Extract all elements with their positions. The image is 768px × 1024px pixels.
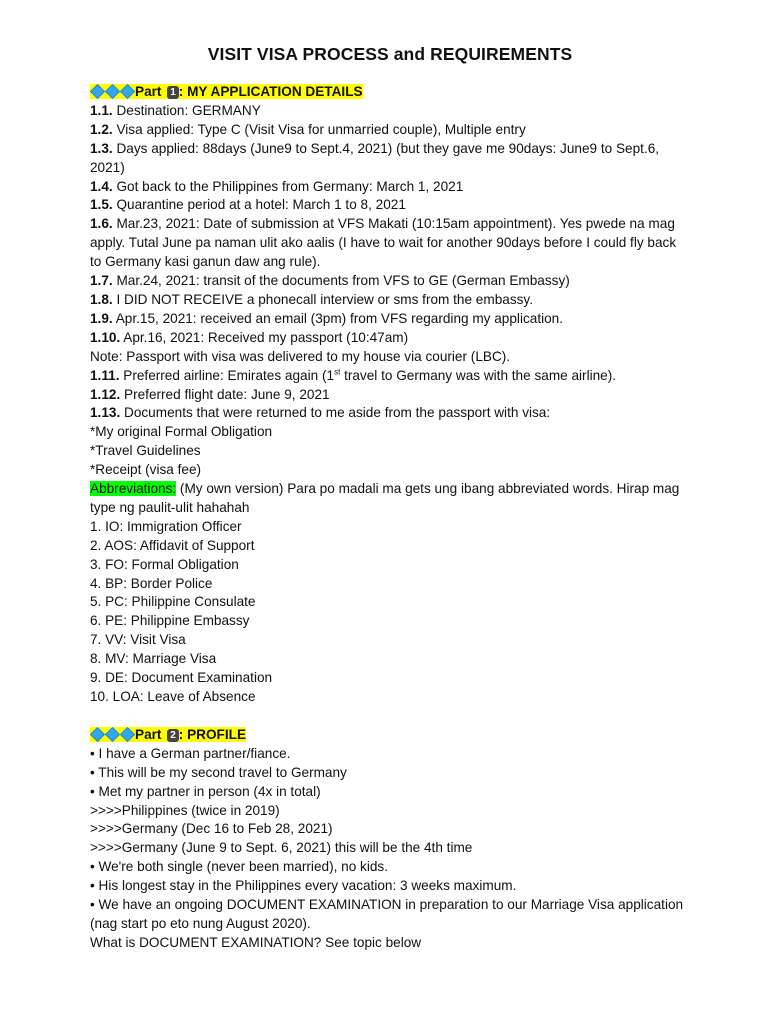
item-1-6 [90,215,690,272]
part2-heading [90,727,246,742]
profile-line: • This will be my second travel to Germany [90,764,347,780]
abbreviations-intro [90,480,690,518]
item-1-11 [90,367,690,386]
abbreviation-item: 9. DE: Document Examination [90,670,273,686]
abbreviation-item: 8. MV: Marriage Visa [90,651,217,667]
item-number: 1.4. [90,178,113,194]
profile-line: • His longest stay in the Philippines every vacation: 3 weeks maximum. [90,878,517,894]
item-number: 1.3. [90,140,113,156]
item-text: Preferred flight date: June 9, 2021 [120,386,330,402]
item-text: Apr.15, 2021: received an email (3pm) from VFS regarding my application. [112,310,564,326]
item-number: 1.7. [90,273,113,289]
part2-prefix: Part [135,726,166,742]
profile-line: >>>>Germany (Dec 16 to Feb 28, 2021) [90,821,333,837]
item-number: 1.6. [90,216,113,232]
keycap-one-icon: 1 [167,86,179,99]
part1-prefix: Part [135,84,166,99]
item-1-3 [90,140,690,178]
item-number: 1.8. [90,291,113,307]
item-text: Documents that were returned to me aside from the passport with visa: [120,405,551,421]
part2-heading-text: : PROFILE [178,726,247,742]
abbreviation-item: 3. FO: Formal Obligation [90,556,239,572]
item-1-5 [90,196,690,215]
diamond-icon [90,84,105,99]
abbreviation-item: 7. VV: Visit Visa [90,632,186,648]
diamond-icon [90,727,105,742]
item-1-10 [90,329,690,348]
item-number: 1.5. [90,197,113,213]
item-number: 1.1. [90,102,113,118]
profile-line: • We're both single (never been married), no kids. [90,859,389,875]
returned-doc: *Receipt (visa fee) [90,462,202,478]
item-text: Apr.16, 2021: Received my passport (10:47am) [120,329,409,345]
profile-line: >>>>Philippines (twice in 2019) [90,802,280,818]
document-title: VISIT VISA PROCESS and REQUIREMENTS [207,44,573,64]
diamond-icon [120,727,135,742]
part1-heading [90,84,363,99]
item-1-12 [90,386,690,405]
item-text: Mar.24, 2021: transit of the documents from VFS to GE (German Embassy) [112,273,570,289]
item-text: Days applied: 88days (June9 to Sept.4, 2021) (but they gave me 90days: June9 to Sept.6, 2021) [90,140,660,175]
item-text: travel to Germany was with the same airline). [340,367,617,383]
document-page [90,44,690,953]
spacer [90,707,690,726]
profile-line: • We have an ongoing DOCUMENT EXAMINATION in preparation to our Marriage Visa application (nag start po eto nung August 2020). [90,897,684,931]
item-1-7 [90,272,690,291]
item-text: Destination: GERMANY [112,102,261,118]
item-1-9 [90,310,690,329]
item-number: 1.11. [90,367,120,383]
item-1-4 [90,178,690,197]
diamond-icon [105,84,120,99]
returned-doc: *My original Formal Obligation [90,424,273,440]
part1-heading-text: : MY APPLICATION DETAILS [178,84,363,99]
item-number: 1.13. [90,405,121,421]
item-1-2 [90,121,690,140]
abbreviation-item: 6. PE: Philippine Embassy [90,613,250,629]
item-text: Visa applied: Type C (Visit Visa for unmarried couple), Multiple entry [112,121,526,137]
profile-line: • Met my partner in person (4x in total) [90,783,321,799]
item-number: 1.12. [90,386,121,402]
superscript: st [334,367,341,377]
abbreviation-item: 10. LOA: Leave of Absence [90,689,256,704]
diamond-icons [90,728,135,741]
item-text: I DID NOT RECEIVE a phonecall interview or sms from the embassy. [112,291,533,307]
item-number: 1.10. [90,329,121,345]
diamond-icon [120,84,135,99]
abbreviation-item: 2. AOS: Affidavit of Support [90,537,255,553]
returned-doc: *Travel Guidelines [90,443,201,459]
item-text: Mar.23, 2021: Date of submission at VFS Makati (10:15am appointment). Yes pwede na mag apply. Tutal June pa naman ulit ako aalis (I have to wait for another 90days before I could fly back to Germany kasi ganun daw ang rule). [90,216,677,270]
item-number: 1.2. [90,121,113,137]
diamond-icons [90,85,135,98]
item-1-1 [90,102,690,121]
abbreviation-item: 5. PC: Philippine Consulate [90,594,256,610]
abbreviation-item: 4. BP: Border Police [90,575,213,591]
item-text: Got back to the Philippines from Germany: March 1, 2021 [112,178,464,194]
item-number: 1.9. [90,310,113,326]
abbreviation-item: 1. IO: Immigration Officer [90,518,242,534]
item-text: Preferred airline: Emirates again (1 [119,367,335,383]
item-text: Quarantine period at a hotel: March 1 to 8, 2021 [112,197,406,213]
item-1-8 [90,291,690,310]
profile-line: • I have a German partner/fiance. [90,745,291,761]
keycap-two-icon: 2 [167,729,179,742]
diamond-icon [105,727,120,742]
part1-heading-line [90,83,690,102]
profile-line: What is DOCUMENT EXAMINATION? See topic below [90,934,422,950]
part2-heading-line [90,726,690,745]
abbreviations-note: (My own version) Para po madali ma gets ung ibang abbreviated words. Hirap mag type ng paulit-ulit hahahah [90,481,680,515]
abbreviations-label: Abbreviations: [90,481,177,497]
profile-line: >>>>Germany (June 9 to Sept. 6, 2021) this will be the 4th time [90,840,473,856]
passport-note: Note: Passport with visa was delivered to my house via courier (LBC). [90,348,511,364]
item-1-13 [90,404,690,423]
